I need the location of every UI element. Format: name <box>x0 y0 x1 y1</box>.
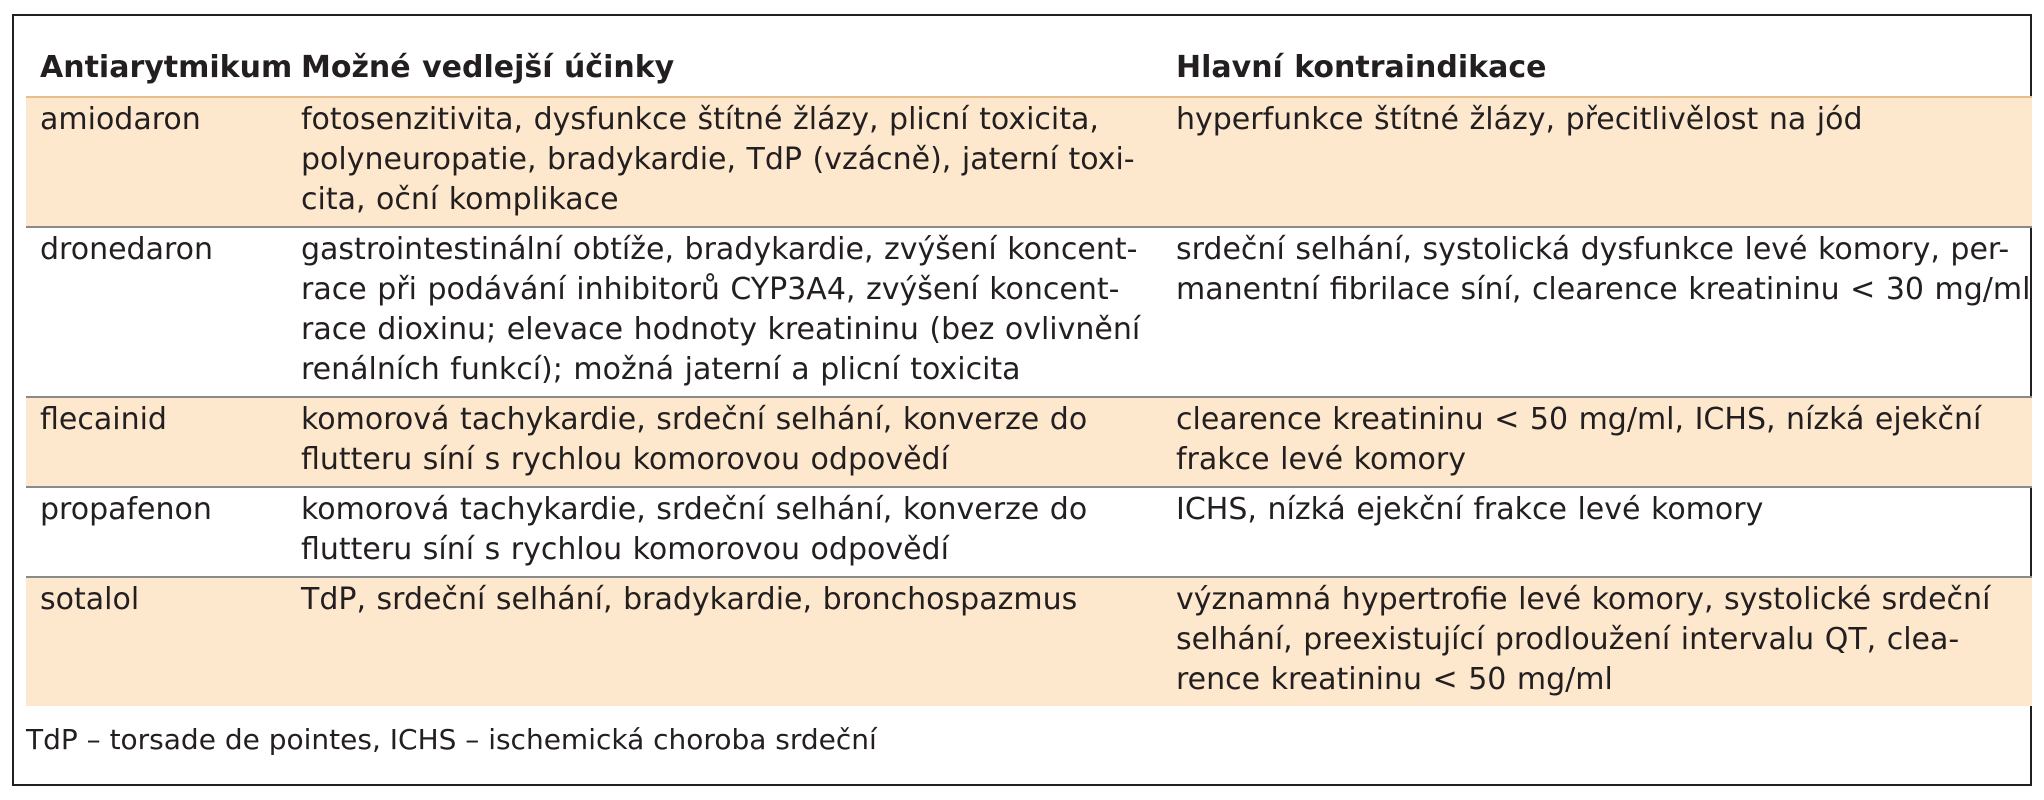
drug-cell: dronedaron <box>26 227 287 397</box>
contraindications-line: ICHS, nízká ejekční frakce levé komory <box>1176 492 1764 527</box>
drug-cell: flecainid <box>26 397 287 487</box>
side-effects-cell <box>287 487 1162 577</box>
table-row <box>26 397 2032 487</box>
side-effects-cell <box>287 97 1162 227</box>
side-effects-cell <box>287 397 1162 487</box>
contraindications-line: hyperfunkce štítné žlázy, přecitlivělost na jód <box>1176 102 1863 137</box>
antiarrhythmics-table <box>26 32 2032 706</box>
drug-cell: sotalol <box>26 577 287 706</box>
side-effects-line: gastrointestinální obtíže, bradykardie, zvýšení koncent- <box>301 232 1138 267</box>
table-row <box>26 227 2032 397</box>
contraindications-cell <box>1162 397 2032 487</box>
contraindications-line: frakce levé komory <box>1176 442 1467 477</box>
table-header-row <box>26 32 2032 97</box>
side-effects-line: fotosenzitivita, dysfunkce štítné žlázy, plicní toxicita, <box>301 102 1099 137</box>
contraindications-line: selhání, preexistující prodloužení intervalu QT, clea- <box>1176 622 1960 657</box>
side-effects-line: komorová tachykardie, srdeční selhání, konverze do <box>301 492 1088 527</box>
table-row <box>26 97 2032 227</box>
contraindications-line: clearence kreatininu < 50 mg/ml, ICHS, nízká ejekční <box>1176 402 1982 437</box>
contraindications-line: srdeční selhání, systolická dysfunkce levé komory, per- <box>1176 232 2010 267</box>
side-effects-line: renálních funkcí); možná jaterní a plicní toxicita <box>301 352 1021 387</box>
side-effects-line: TdP, srdeční selhání, bradykardie, bronchospazmus <box>301 582 1078 617</box>
header-side-effects: Možné vedlejší účinky <box>301 50 675 85</box>
side-effects-line: komorová tachykardie, srdeční selhání, konverze do <box>301 402 1088 437</box>
contraindications-cell <box>1162 227 2032 397</box>
contraindications-cell <box>1162 487 2032 577</box>
table-row <box>26 487 2032 577</box>
table-footnote: TdP – torsade de pointes, ICHS – ischemická choroba srdeční <box>26 723 877 756</box>
side-effects-line: race dioxinu; elevace hodnoty kreatininu (bez ovlivnění <box>301 312 1141 347</box>
contraindications-line: významná hypertrofie levé komory, systolické srdeční <box>1176 582 1991 617</box>
table-row <box>26 577 2032 706</box>
side-effects-cell <box>287 227 1162 397</box>
drug-cell: propafenon <box>26 487 287 577</box>
side-effects-line: race při podávání inhibitorů CYP3A4, zvýšení koncent- <box>301 272 1120 307</box>
contraindications-cell <box>1162 577 2032 706</box>
side-effects-line: cita, oční komplikace <box>301 182 619 217</box>
side-effects-line: polyneuropatie, bradykardie, TdP (vzácně), jaterní toxi- <box>301 142 1135 177</box>
table-frame <box>12 14 2032 786</box>
side-effects-line: flutteru síní s rychlou komorovou odpovědí <box>301 532 949 567</box>
header-contraindications: Hlavní kontraindikace <box>1176 50 1547 85</box>
side-effects-cell <box>287 577 1162 706</box>
contraindications-line: rence kreatininu < 50 mg/ml <box>1176 662 1613 697</box>
side-effects-line: flutteru síní s rychlou komorovou odpovědí <box>301 442 949 477</box>
contraindications-line: manentní fibrilace síní, clearence kreatininu < 30 mg/ml <box>1176 272 2031 307</box>
contraindications-cell <box>1162 97 2032 227</box>
drug-cell: amiodaron <box>26 97 287 227</box>
header-drug: Antiarytmikum <box>40 50 293 85</box>
